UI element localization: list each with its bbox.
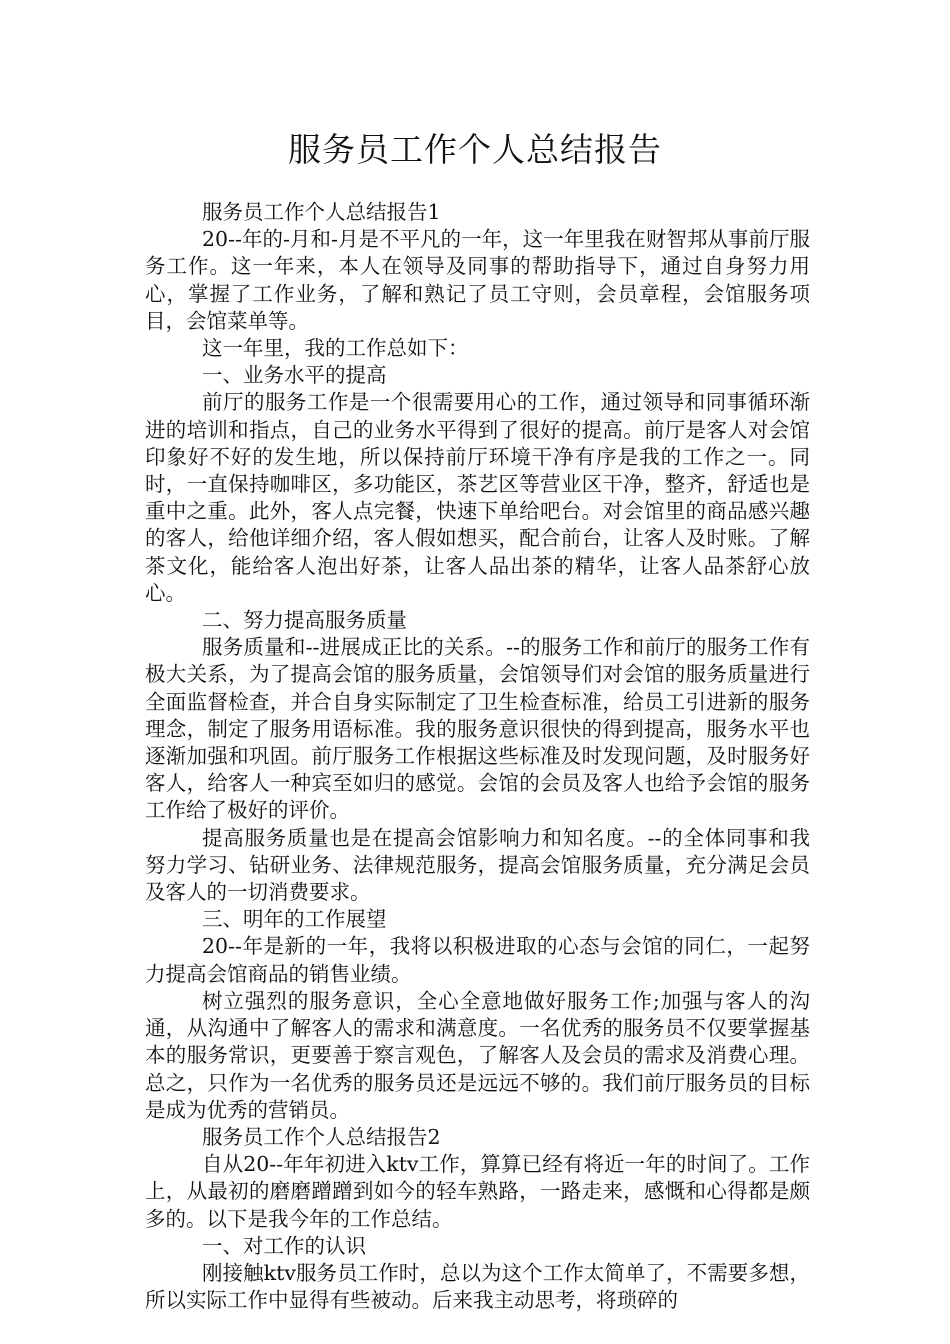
paragraph: 服务质量和--进展成正比的关系。--的服务工作和前厅的服务工作有极大关系，为了提高会馆的服务质量，会馆领导们对会馆的服务质量进行全面监督检查，并合自身实际制定了卫生检查标准，给员工引进新的服务理念，制定了服务用语标准。我的服务意识很快的得到提高，服务水平也逐渐加强和巩固。前厅服务工作根据这些标准及时发现问题，及时服务好客人，给客人一种宾至如归的感觉。会馆的会员及客人也给予会馆的服务工作给了极好的评价。 [145,635,810,823]
section-heading: 二、努力提高服务质量 [202,608,407,633]
section-heading: 一、业务水平的提高 [202,363,387,388]
section-heading: 一、对工作的认识 [202,1233,366,1258]
paragraph: 20--年是新的一年，我将以积极进取的心态与会馆的同仁，一起努力提高会馆商品的销售业绩。 [145,934,810,986]
paragraph: 自从20--年年初进入ktv工作，算算已经有将近一年的时间了。工作上，从最初的磨磨蹭蹭到如今的轻车熟路，一路走来，感慨和心得都是颇多的。以下是我今年的工作总结。 [145,1152,810,1231]
paragraph: 20--年的-月和-月是不平凡的一年，这一年里我在财智邦从事前厅服务工作。这一年来，本人在领导及同事的帮助指导下，通过自身努力用心，掌握了工作业务，了解和熟记了员工守则，会员章程，会馆服务项目，会馆菜单等。 [145,227,810,333]
paragraph: 提高服务质量也是在提高会馆影响力和知名度。--的全体同事和我努力学习、钻研业务、法律规范服务，提高会馆服务质量，充分满足会员及客人的一切消费要求。 [145,825,810,905]
paragraph: 刚接触ktv服务员工作时，总以为这个工作太简单了，不需要多想，所以实际工作中显得有些被动。后来我主动思考，将琐碎的 [145,1260,810,1313]
paragraph: 树立强烈的服务意识，全心全意地做好服务工作;加强与客人的沟通，从沟通中了解客人的需求和满意度。一名优秀的服务员不仅要掌握基本的服务常识，更要善于察言观色，了解客人及会员的需求及消费心理。总之，只作为一名优秀的服务员还是远远不够的。我们前厅服务员的目标是成为优秀的营销员。 [145,988,810,1122]
document-body [145,199,810,1314]
paragraph: 前厅的服务工作是一个很需要用心的工作，通过领导和同事循环渐进的培训和指点，自己的业务水平得到了很好的提高。前厅是客人对会馆印象好不好的发生地，所以保持前厅环境干净有序是我的工作之一。同时，一直保持咖啡区，多功能区，茶艺区等营业区干净，整齐，舒适也是重中之重。此外，客人点完餐，快速下单给吧台。对会馆里的商品感兴趣的客人，给他详细介绍，客人假如想买，配合前台，让客人及时账。了解茶文化，能给客人泡出好茶，让客人品出茶的精华，让客人品茶舒心放心。 [145,390,810,605]
paragraph: 这一年里，我的工作总如下： [202,336,469,361]
section-heading: 三、明年的工作展望 [202,907,387,932]
paragraph: 服务员工作个人总结报告1 [202,200,441,224]
document-title: 服务员工作个人总结报告 [288,130,662,169]
section-heading: 服务员工作个人总结报告2 [202,1124,441,1149]
